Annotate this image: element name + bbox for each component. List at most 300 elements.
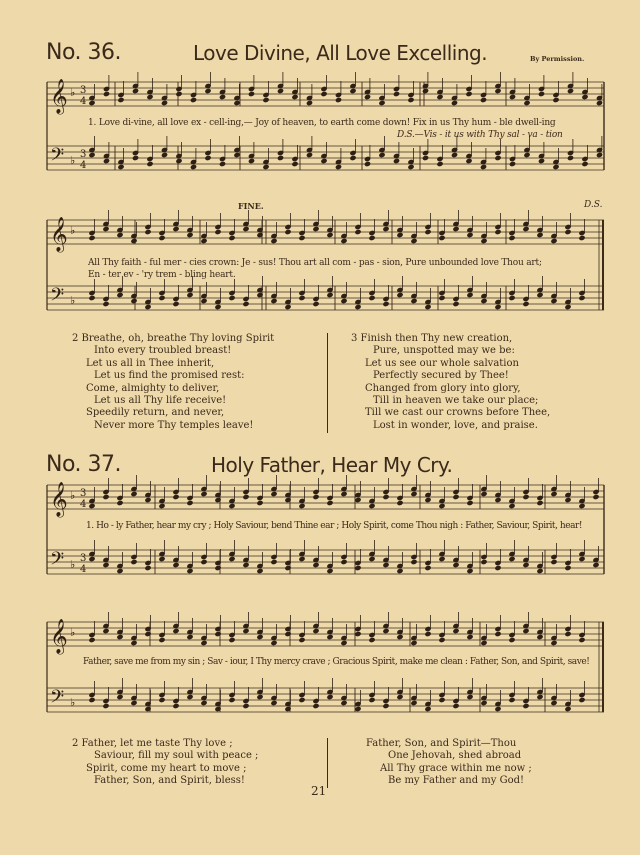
note-head — [159, 556, 165, 561]
note-head — [306, 100, 312, 105]
note-head — [229, 637, 235, 642]
note-head — [145, 229, 151, 234]
note-head — [481, 700, 487, 705]
verse-line: Never more Thy temples leave! — [94, 419, 254, 431]
note-head — [131, 700, 137, 705]
note-head — [103, 562, 109, 567]
note-head — [495, 706, 501, 711]
note-head — [537, 634, 543, 639]
note-head — [355, 497, 361, 502]
note-head — [131, 640, 137, 645]
note-head — [397, 694, 403, 699]
verse-line: Let us all in Thee inherit, — [86, 357, 215, 369]
note-head — [187, 500, 193, 505]
note-head — [425, 706, 431, 711]
verse-line: Into every troubled breast! — [94, 345, 232, 357]
verse-line: 2 Breathe, oh, breathe Thy loving Spirit — [72, 333, 275, 344]
note-head — [565, 304, 571, 309]
note-head — [131, 491, 137, 496]
clef-glyph: 𝄢 — [50, 285, 65, 310]
note-head — [292, 161, 298, 166]
hymn-36-verse-3 — [351, 333, 550, 432]
note-head — [439, 556, 445, 561]
note-head — [537, 232, 543, 237]
note-head — [383, 703, 389, 708]
verse-line: Father, Son, and Spirit, bless! — [94, 775, 245, 787]
note-head — [201, 298, 207, 303]
note-head — [159, 503, 165, 508]
note-head — [257, 634, 263, 639]
note-head — [117, 694, 123, 699]
verse-line: One Jehovah, shed abroad — [388, 750, 522, 762]
note-head — [565, 631, 571, 636]
note-head — [271, 238, 277, 243]
note-head — [582, 161, 588, 166]
note-head — [313, 703, 319, 708]
note-head — [397, 500, 403, 505]
note-head — [161, 100, 167, 105]
note-head — [369, 637, 375, 642]
hymn-37-verse-3 — [366, 738, 532, 788]
note-head — [383, 301, 389, 306]
note-head — [103, 301, 109, 306]
note-head — [159, 697, 165, 702]
note-head — [173, 628, 179, 633]
note-head — [335, 164, 341, 169]
note-head — [173, 562, 179, 567]
clef-glyph: ♭ — [70, 489, 76, 502]
note-head — [205, 88, 211, 93]
note-head — [327, 292, 333, 297]
hymn-36-title: Love Divine, All Love Excelling. — [193, 41, 488, 65]
note-head — [103, 703, 109, 708]
note-head — [439, 637, 445, 642]
verse-line: Let us all Thy life receive! — [94, 395, 227, 407]
note-head — [364, 161, 370, 166]
note-head — [537, 568, 543, 573]
note-head — [89, 295, 95, 300]
verse-line: Speedily return, and never, — [86, 407, 225, 419]
note-head — [313, 494, 319, 499]
note-head — [205, 155, 211, 160]
note-head — [341, 238, 347, 243]
note-head — [327, 568, 333, 573]
note-head — [397, 292, 403, 297]
clef-glyph: 𝄞 — [50, 79, 68, 114]
note-head — [453, 226, 459, 231]
note-head — [201, 238, 207, 243]
note-head — [481, 298, 487, 303]
note-head — [147, 161, 153, 166]
note-head — [369, 697, 375, 702]
note-head — [551, 559, 557, 564]
note-head — [453, 301, 459, 306]
clef-glyph: 4 — [80, 564, 87, 575]
clef-glyph: ♭ — [70, 86, 76, 99]
note-head — [551, 491, 557, 496]
note-head — [117, 232, 123, 237]
note-head — [219, 94, 225, 99]
permission-note: By Permission. — [530, 55, 585, 63]
note-head — [523, 703, 529, 708]
note-head — [411, 238, 417, 243]
note-head — [117, 500, 123, 505]
note-head — [201, 491, 207, 496]
note-head — [509, 161, 515, 166]
note-head — [285, 304, 291, 309]
verse-line: 3 Finish then Thy new creation, — [351, 333, 513, 344]
note-head — [553, 164, 559, 169]
note-head — [480, 97, 486, 102]
note-head — [243, 226, 249, 231]
note-head — [89, 637, 95, 642]
note-head — [425, 229, 431, 234]
note-head — [538, 91, 544, 96]
note-head — [243, 628, 249, 633]
verse-line: Changed from glory into glory, — [365, 382, 521, 394]
note-head — [355, 565, 361, 570]
verse-line: 2 Father, let me taste Thy love ; — [72, 738, 233, 749]
note-head — [369, 503, 375, 508]
note-head — [553, 97, 559, 102]
note-head — [383, 628, 389, 633]
clef-glyph: ♭ — [70, 626, 76, 639]
note-head — [379, 152, 385, 157]
note-head — [495, 88, 501, 93]
note-head — [355, 706, 361, 711]
treble-staff — [47, 485, 604, 509]
note-head — [132, 155, 138, 160]
note-head — [285, 229, 291, 234]
note-head — [411, 559, 417, 564]
note-head — [509, 235, 515, 240]
note-head — [425, 497, 431, 502]
note-head — [579, 556, 585, 561]
note-head — [234, 100, 240, 105]
note-head — [145, 304, 151, 309]
note-head — [453, 703, 459, 708]
note-head — [355, 229, 361, 234]
note-head — [393, 91, 399, 96]
note-head — [467, 634, 473, 639]
note-head — [524, 152, 530, 157]
note-head — [523, 562, 529, 567]
note-head — [439, 503, 445, 508]
note-head — [118, 164, 124, 169]
note-head — [439, 235, 445, 240]
hymn-37-title: Holy Father, Hear My Cry. — [211, 453, 453, 477]
note-head — [173, 301, 179, 306]
note-head — [117, 292, 123, 297]
note-head — [509, 556, 515, 561]
note-head — [159, 637, 165, 642]
note-head — [495, 497, 501, 502]
clef-glyph: 3 — [80, 488, 87, 499]
note-head — [313, 562, 319, 567]
note-head — [173, 226, 179, 231]
note-head — [383, 562, 389, 567]
note-head — [187, 694, 193, 699]
verse-line: Come, almighty to deliver, — [86, 382, 220, 394]
verse-line: Saviour, fill my soul with peace ; — [94, 750, 259, 762]
clef-glyph: ♭ — [70, 294, 76, 307]
note-head — [369, 556, 375, 561]
clef-glyph: 𝄞 — [50, 217, 68, 252]
note-head — [117, 634, 123, 639]
note-head — [565, 229, 571, 234]
note-head — [271, 640, 277, 645]
note-head — [103, 628, 109, 633]
bass-staff — [47, 286, 604, 310]
verse-line: All Thy grace within me now ; — [380, 762, 532, 774]
note-head — [89, 697, 95, 702]
note-head — [369, 295, 375, 300]
note-head — [173, 703, 179, 708]
note-head — [551, 700, 557, 705]
clef-glyph: 𝄢 — [50, 145, 65, 170]
note-head — [201, 640, 207, 645]
note-head — [451, 100, 457, 105]
note-head — [103, 494, 109, 499]
note-head — [89, 235, 95, 240]
ds-mark: D.S. — [584, 200, 603, 210]
verse-line: Perfectly secured by Thee! — [373, 370, 509, 382]
verse-line: Let us see our whole salvation — [365, 357, 519, 369]
verse-line: Spirit, come my heart to move ; — [86, 762, 247, 774]
note-head — [523, 226, 529, 231]
note-head — [159, 295, 165, 300]
note-head — [397, 232, 403, 237]
note-head — [397, 568, 403, 573]
note-head — [411, 491, 417, 496]
note-head — [299, 637, 305, 642]
note-head — [190, 97, 196, 102]
note-head — [537, 694, 543, 699]
note-head — [89, 556, 95, 561]
note-head — [145, 565, 151, 570]
clef-glyph: 3 — [80, 149, 87, 160]
treble-staff — [47, 622, 604, 646]
note-head — [551, 298, 557, 303]
note-head — [364, 94, 370, 99]
hymn-37-lyric-line1: 1. Ho - ly Father, hear my cry ; Holy Saviour, bend Thine ear ; Holy Spirit, come Thou nigh : Father, Saviour, Spirit, hear! — [86, 521, 583, 531]
clef-glyph: 3 — [80, 553, 87, 564]
note-head — [408, 97, 414, 102]
note-head — [103, 158, 109, 163]
note-head — [495, 229, 501, 234]
note-head — [89, 503, 95, 508]
note-head — [350, 88, 356, 93]
note-head — [538, 158, 544, 163]
note-head — [509, 697, 515, 702]
note-head — [393, 158, 399, 163]
note-head — [161, 152, 167, 157]
note-head — [147, 94, 153, 99]
note-head — [243, 494, 249, 499]
note-head — [565, 706, 571, 711]
note-head — [257, 568, 263, 573]
note-head — [321, 158, 327, 163]
note-head — [481, 559, 487, 564]
note-head — [495, 565, 501, 570]
note-head — [341, 559, 347, 564]
note-head — [201, 700, 207, 705]
note-head — [509, 503, 515, 508]
bass-staff — [47, 550, 604, 574]
hymn-37-lyric-line2: Father, save me from my sin ; Sav - iour, I Thy mercy crave ; Gracious Spirit, make me clean : Father, Son, and Spirit, save! — [83, 657, 590, 667]
note-head — [451, 152, 457, 157]
note-head — [579, 295, 585, 300]
note-head — [523, 494, 529, 499]
note-head — [327, 634, 333, 639]
note-head — [313, 628, 319, 633]
note-head — [466, 158, 472, 163]
note-head — [263, 164, 269, 169]
note-head — [509, 94, 515, 99]
note-head — [425, 631, 431, 636]
treble-staff — [47, 220, 604, 244]
note-head — [187, 634, 193, 639]
note-head — [229, 503, 235, 508]
note-head — [229, 295, 235, 300]
clef-glyph: ♭ — [70, 154, 76, 167]
note-head — [495, 304, 501, 309]
note-head — [596, 152, 602, 157]
note-head — [335, 97, 341, 102]
note-head — [257, 500, 263, 505]
clef-glyph: ♭ — [70, 696, 76, 709]
note-head — [551, 238, 557, 243]
note-head — [383, 226, 389, 231]
note-head — [243, 562, 249, 567]
note-head — [215, 304, 221, 309]
note-head — [292, 94, 298, 99]
note-head — [383, 494, 389, 499]
verse-divider — [327, 738, 328, 788]
note-head — [480, 164, 486, 169]
page-number: 21 — [311, 784, 327, 798]
note-head — [103, 226, 109, 231]
note-head — [103, 91, 109, 96]
note-head — [234, 152, 240, 157]
clef-glyph: 𝄢 — [50, 687, 65, 712]
note-head — [408, 164, 414, 169]
note-head — [229, 697, 235, 702]
note-head — [299, 235, 305, 240]
note-head — [425, 304, 431, 309]
note-head — [132, 88, 138, 93]
note-head — [173, 494, 179, 499]
note-head — [453, 494, 459, 499]
note-head — [271, 559, 277, 564]
note-head — [466, 91, 472, 96]
note-head — [263, 97, 269, 102]
note-head — [201, 559, 207, 564]
note-head — [481, 491, 487, 496]
note-head — [187, 292, 193, 297]
note-head — [422, 155, 428, 160]
note-head — [89, 100, 95, 105]
note-head — [131, 238, 137, 243]
note-head — [411, 298, 417, 303]
note-head — [299, 697, 305, 702]
note-head — [327, 694, 333, 699]
note-head — [524, 100, 530, 105]
verse-line: Father, Son, and Spirit—Thou — [366, 738, 517, 749]
note-head — [467, 232, 473, 237]
note-head — [118, 97, 124, 102]
note-head — [437, 161, 443, 166]
note-head — [341, 491, 347, 496]
hymn-36-number: No. 36. — [46, 40, 122, 65]
note-head — [481, 238, 487, 243]
note-head — [411, 640, 417, 645]
note-head — [379, 100, 385, 105]
note-head — [437, 94, 443, 99]
clef-glyph: 4 — [80, 96, 87, 107]
hymn-37-verse-2 — [72, 738, 258, 788]
hymn-36-lyric-line3: En - ter ev - 'ry trem - bling heart. — [88, 270, 236, 280]
note-head — [306, 152, 312, 157]
verse-line: Till in heaven we take our place; — [373, 395, 539, 407]
clef-glyph: 𝄢 — [50, 549, 65, 574]
bass-staff — [47, 688, 604, 712]
note-head — [582, 94, 588, 99]
note-head — [271, 298, 277, 303]
note-head — [596, 100, 602, 105]
note-head — [313, 226, 319, 231]
clef-glyph: 4 — [80, 499, 87, 510]
note-head — [567, 155, 573, 160]
note-head — [355, 631, 361, 636]
note-head — [481, 640, 487, 645]
note-head — [567, 88, 573, 93]
hymn-36-verse-2 — [72, 333, 274, 432]
note-head — [579, 697, 585, 702]
note-head — [229, 556, 235, 561]
note-head — [299, 556, 305, 561]
clef-glyph: ♭ — [70, 558, 76, 571]
note-head — [341, 298, 347, 303]
note-head — [565, 497, 571, 502]
note-head — [187, 568, 193, 573]
verse-line: Be my Father and my God! — [388, 775, 525, 787]
note-head — [257, 694, 263, 699]
note-head — [439, 295, 445, 300]
clef-glyph: 𝄞 — [50, 619, 68, 654]
hymn-36-lyric-line1: 1. Love di-vine, all love ex - cell-ing,— Joy of heaven, to earth come down! Fix in us Thy hum - ble dwell-ing — [88, 118, 556, 128]
note-head — [495, 155, 501, 160]
note-head — [467, 568, 473, 573]
note-head — [89, 152, 95, 157]
note-head — [350, 155, 356, 160]
note-head — [277, 155, 283, 160]
clef-glyph: ♭ — [70, 224, 76, 237]
note-head — [467, 500, 473, 505]
note-head — [509, 637, 515, 642]
note-head — [495, 631, 501, 636]
note-head — [341, 640, 347, 645]
note-head — [299, 295, 305, 300]
verse-line: Lost in wonder, love, and praise. — [373, 419, 538, 431]
note-head — [248, 158, 254, 163]
note-head — [565, 565, 571, 570]
note-head — [425, 565, 431, 570]
note-head — [439, 697, 445, 702]
hymn-36-lyric-line2: All Thy faith - ful mer - cies crown: Je - sus! Thou art all com - pas - sion, Pure unbounded love Thou art; — [88, 258, 542, 268]
note-head — [593, 562, 599, 567]
clef-glyph: 3 — [80, 85, 87, 96]
